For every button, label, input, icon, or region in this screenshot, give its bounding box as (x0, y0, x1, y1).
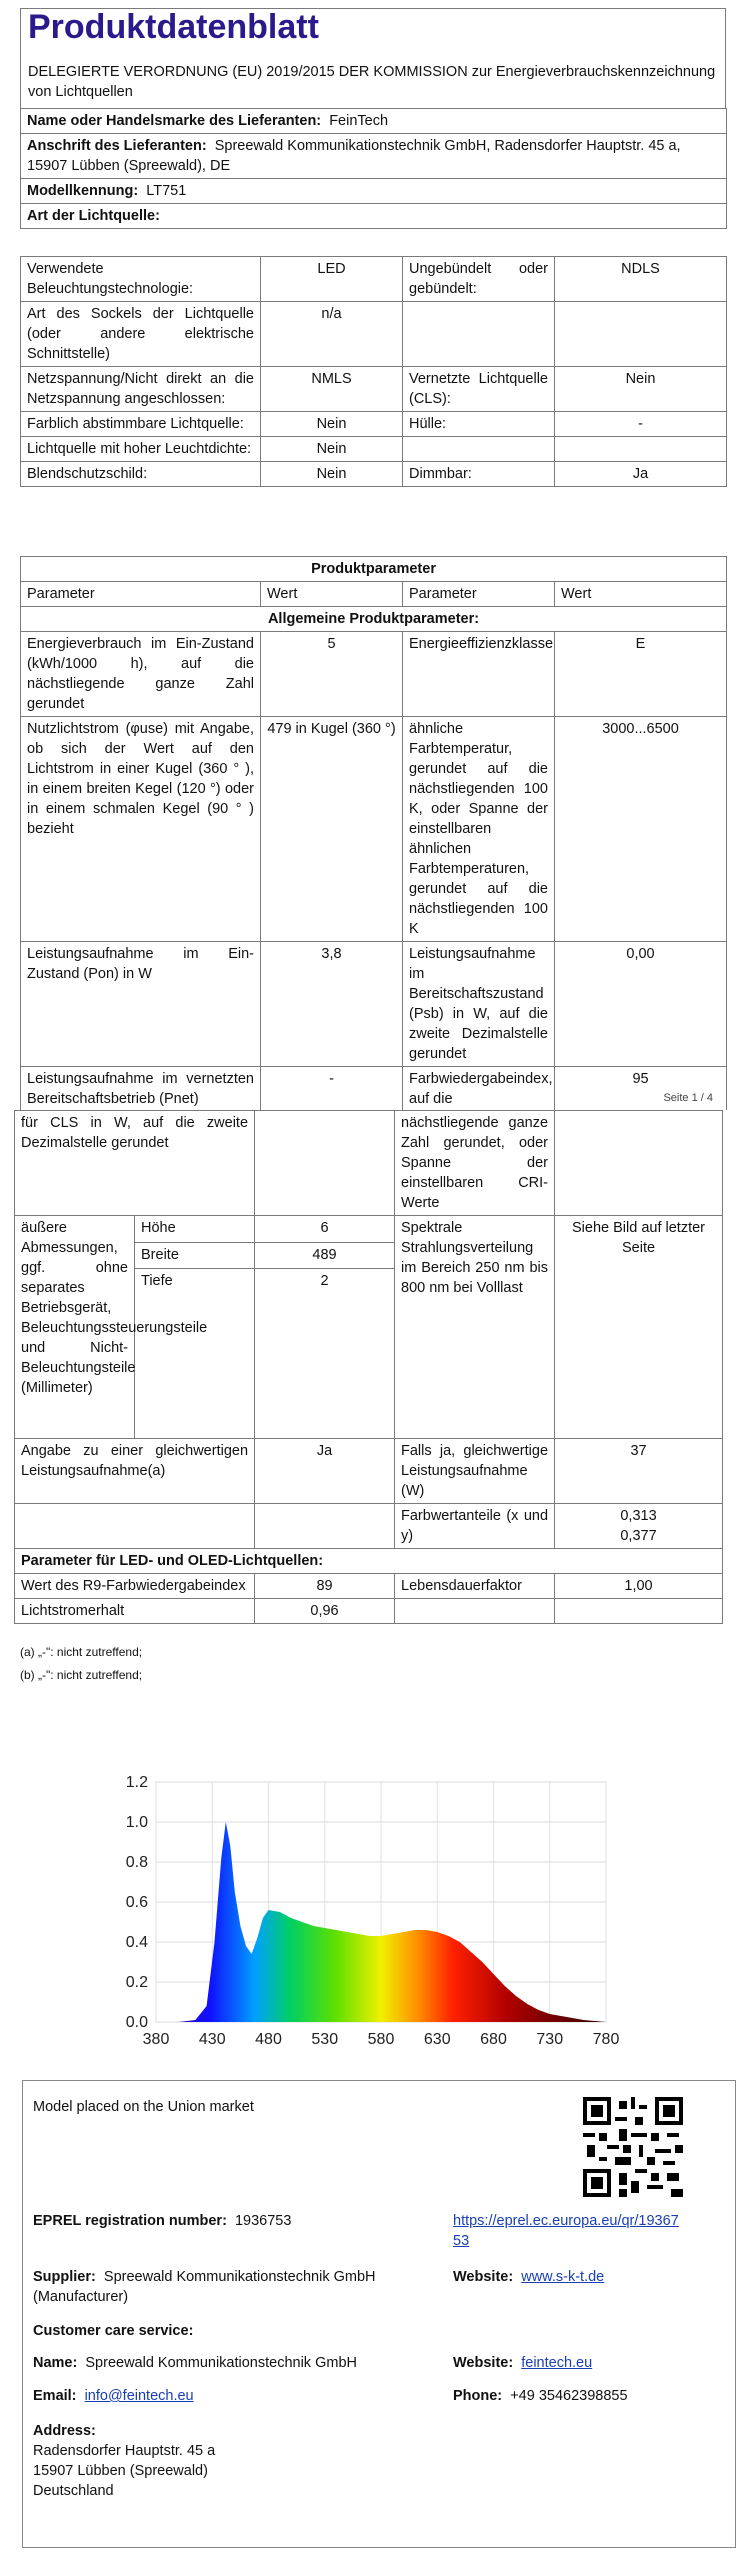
datasheet-page-2 (0, 1110, 739, 1710)
type-row (21, 412, 727, 437)
supplier-website: Website: www.s-k-t.de (453, 2269, 605, 2285)
equiv-power-flag: Ja (255, 1439, 395, 1504)
col-value-2: Wert (555, 582, 727, 607)
dimensions-label: äußere Abmessungen, ggf. ohne separates Betriebsgerät, Beleuchtungssteuerungsteile und Nicht-Beleuchtungsteile (Millimeter) (15, 1216, 135, 1439)
supplier-value: Spreewald Kommunikationstechnik GmbH (Manufacturer) (33, 2269, 376, 2305)
footnote-a: (a) „-": nicht zutreffend; (20, 1645, 143, 1659)
type-label: Art des Sockels der Lichtquelle (oder andere elektrische Schnittstelle) (21, 302, 261, 367)
eprel-link[interactable]: https://eprel.ec.europa.eu/qr/1936753 (453, 2213, 679, 2249)
supplier-table (20, 108, 727, 229)
type-label-2: Ungebündelt oder gebündelt: (403, 257, 555, 302)
dim-height-label: Höhe (135, 1216, 255, 1243)
dim-depth-label: Tiefe (135, 1269, 255, 1439)
care-website: Website: feintech.eu (453, 2355, 593, 2371)
type-label: Netzspannung/Nicht direkt an die Netzspannung angeschlossen: (21, 367, 261, 412)
light-source-type-table (20, 256, 727, 487)
equiv-watts-label: Falls ja, gleichwertige Leistungsaufnahme (W) (395, 1439, 555, 1504)
chromaticity-y: 0,377 (620, 1528, 657, 1544)
supplier-name: FeinTech (329, 113, 389, 129)
y-tick-label: 1.0 (125, 1814, 148, 1831)
y-tick-label: 0.4 (125, 1934, 148, 1951)
type-label: Farblich abstimmbare Lichtquelle: (21, 412, 261, 437)
type-row (21, 367, 727, 412)
dim-width-label: Breite (135, 1242, 255, 1269)
param-label: Nutzlichtstrom (φuse) mit Angabe, ob sich der Wert auf den Lichtstrom in einer Kugel (360 ° ), in einem breiten Kegel (120 °) oder in einem schmalen Kegel (90 ° ) bezieht (21, 717, 261, 942)
care-phone-value: +49 35462398855 (510, 2388, 628, 2404)
param-value: 479 in Kugel (360 °) (261, 717, 403, 942)
qr-code-icon[interactable] (583, 2097, 683, 2197)
x-tick-label: 780 (592, 2031, 620, 2048)
spectrum-svg (100, 1768, 630, 2068)
y-tick-label: 0.8 (125, 1854, 148, 1871)
x-tick-label: 380 (142, 2031, 170, 2048)
type-value: Nein (261, 412, 403, 437)
model-row: Modellkennung: LT751 (21, 179, 727, 204)
param-row (21, 632, 727, 717)
param-row (21, 1067, 727, 1112)
y-tick-label: 0.6 (125, 1894, 148, 1911)
param-label-2: Farbwiedergabeindex, auf die (403, 1067, 555, 1112)
param-label: Leistungsaufnahme im Ein-Zustand (Pon) in W (21, 942, 261, 1067)
type-value-2 (555, 437, 727, 462)
spectrum-chart (100, 1768, 630, 2068)
type-row (21, 462, 727, 487)
param-value-2: 3000...6500 (555, 717, 727, 942)
dim-width-value: 489 (255, 1242, 395, 1269)
param-label: Energieverbrauch im Ein-Zustand (kWh/1000 h), auf die nächstliegende ganze Zahl gerundet (21, 632, 261, 717)
type-heading: Art der Lichtquelle: (21, 204, 727, 229)
care-name: Name: Spreewald Kommunikationstechnik GmbH (33, 2355, 357, 2371)
chromaticity-x: 0,313 (620, 1508, 657, 1524)
type-value: n/a (261, 302, 403, 367)
type-label-2: Vernetzte Lichtquelle (CLS): (403, 367, 555, 412)
dim-depth-value: 2 (255, 1269, 395, 1439)
footnote-b: (b) „-": nicht zutreffend; (20, 1668, 143, 1682)
model-placed-text: Model placed on the Union market (33, 2099, 254, 2115)
type-label-2: Hülle: (403, 412, 555, 437)
regulation-text: DELEGIERTE VERORDNUNG (EU) 2019/2015 DER KOMMISSION zur Energieverbrauchskennzeichnung von Lichtquellen (28, 64, 716, 100)
type-label: Verwendete Beleuchtungstechnologie: (21, 257, 261, 302)
x-tick-label: 730 (536, 2031, 564, 2048)
type-value: Nein (261, 462, 403, 487)
spectral-label: Spektrale Strahlungsverteilung im Bereich 250 nm bis 800 nm bei Volllast (395, 1216, 555, 1439)
col-param-2: Parameter (403, 582, 555, 607)
lifetime-label: Lebensdauerfaktor (395, 1574, 555, 1599)
param-value: - (261, 1067, 403, 1112)
page-title: Produktdatenblatt (28, 8, 319, 46)
param-row (21, 942, 727, 1067)
chromaticity-label: Farbwertanteile (x und y) (395, 1504, 555, 1549)
spectral-value: Siehe Bild auf letzter Seite (555, 1216, 723, 1439)
y-tick-label: 0.0 (125, 2014, 148, 2031)
supplier-address: Spreewald Kommunikationstechnik GmbH, Radensdorfer Hauptstr. 45 a, 15907 Lübben (Spreewald), DE (27, 138, 681, 174)
general-params-heading: Allgemeine Produktparameter: (21, 607, 727, 632)
x-tick-label: 530 (311, 2031, 339, 2048)
x-tick-label: 580 (367, 2031, 395, 2048)
param-label: Leistungsaufnahme im vernetzten Bereitschaftsbetrieb (Pnet) (21, 1067, 261, 1112)
type-row (21, 437, 727, 462)
chromaticity-value (555, 1504, 723, 1549)
product-parameters-table (20, 556, 727, 1112)
page-number: Seite 1 / 4 (663, 1092, 713, 1104)
type-value-2 (555, 302, 727, 367)
x-tick-label: 630 (423, 2031, 451, 2048)
supplier-name-row: Name oder Handelsmarke des Lieferanten: FeinTech (21, 109, 727, 134)
param-label-2: ähnliche Farbtemperatur, gerundet auf die nächstliegenden 100 K, oder Spanne der einstellbaren ähnlichen Farbtemperaturen, gerundet auf die nächstliegenden 100 K (403, 717, 555, 942)
y-tick-label: 1.2 (125, 1774, 148, 1791)
x-tick-label: 430 (198, 2031, 226, 2048)
eprel-number: 1936753 (234, 2213, 292, 2229)
datasheet-page-1 (0, 0, 739, 1107)
customer-care-heading: Customer care service: (33, 2323, 194, 2339)
type-row (21, 302, 727, 367)
care-phone: Phone: +49 35462398855 (453, 2388, 628, 2404)
product-parameters-heading: Produktparameter (21, 557, 727, 582)
lumen-maintenance-label: Lichtstromerhalt (15, 1599, 255, 1624)
col-param-1: Parameter (21, 582, 261, 607)
equiv-watts-value: 37 (555, 1439, 723, 1504)
cri-continued: nächstliegende ganze Zahl gerundet, oder Spanne der einstellbaren CRI-Werte (395, 1111, 555, 1216)
supplier-website-link[interactable]: www.s-k-t.de (521, 2269, 605, 2285)
param-value-2: 95 (555, 1067, 727, 1112)
eprel-registration: EPREL registration number: 1936753 (33, 2213, 292, 2229)
param-label-2: Leistungsaufnahme im Bereitschaftszustand (Psb) in W, auf die zweite Dezimalstelle gerundet (403, 942, 555, 1067)
type-label: Lichtquelle mit hoher Leuchtdichte: (21, 437, 261, 462)
model-id: LT751 (146, 183, 187, 199)
param-value-2: 0,00 (555, 942, 727, 1067)
care-website-link[interactable]: feintech.eu (521, 2355, 593, 2371)
col-value-1: Wert (261, 582, 403, 607)
lumen-maintenance-value: 0,96 (255, 1599, 395, 1624)
type-label-2: Dimmbar: (403, 462, 555, 487)
x-tick-label: 680 (480, 2031, 507, 2048)
r9-value: 89 (255, 1574, 395, 1599)
param-label-2: Energieeffizienzklasse (403, 632, 555, 717)
lifetime-value: 1,00 (555, 1574, 723, 1599)
type-value: Nein (261, 437, 403, 462)
param-value: 5 (261, 632, 403, 717)
type-value-2: Nein (555, 367, 727, 412)
type-label-2 (403, 437, 555, 462)
type-value-2: - (555, 412, 727, 437)
param-value: 3,8 (261, 942, 403, 1067)
type-row (21, 257, 727, 302)
type-label-2 (403, 302, 555, 367)
type-label: Blendschutzschild: (21, 462, 261, 487)
type-value: NMLS (261, 367, 403, 412)
continued-table (14, 1110, 723, 1624)
param-row (21, 717, 727, 942)
cls-standby-continued: für CLS in W, auf die zweite Dezimalstelle gerundet (15, 1111, 255, 1216)
equiv-power-label: Angabe zu einer gleichwertigen Leistungsaufnahme(a) (15, 1439, 255, 1504)
x-tick-label: 480 (255, 2031, 282, 2048)
care-address: Address: Radensdorfer Hauptstr. 45 a 15907 Lübben (Spreewald) Deutschland (33, 2423, 216, 2499)
eprel-info-box (22, 2080, 736, 2548)
dim-height-value: 6 (255, 1216, 395, 1243)
type-value: LED (261, 257, 403, 302)
care-email-link[interactable]: info@feintech.eu (84, 2388, 194, 2404)
supplier-address-row: Anschrift des Lieferanten: Spreewald Kommunikationstechnik GmbH, Radensdorfer Hauptstr. 45 a, 15907 Lübben (Spreewald), DE (21, 134, 727, 179)
led-params-heading: Parameter für LED- und OLED-Lichtquellen: (15, 1549, 723, 1574)
type-value-2: NDLS (555, 257, 727, 302)
r9-label: Wert des R9-Farbwiedergabeindex (15, 1574, 255, 1599)
supplier-info: Supplier: Spreewald Kommunikationstechnik GmbH (Manufacturer) (33, 2269, 376, 2305)
y-tick-label: 0.2 (125, 1974, 148, 1991)
care-email: Email: info@feintech.eu (33, 2388, 194, 2404)
param-value-2: E (555, 632, 727, 717)
type-value-2: Ja (555, 462, 727, 487)
